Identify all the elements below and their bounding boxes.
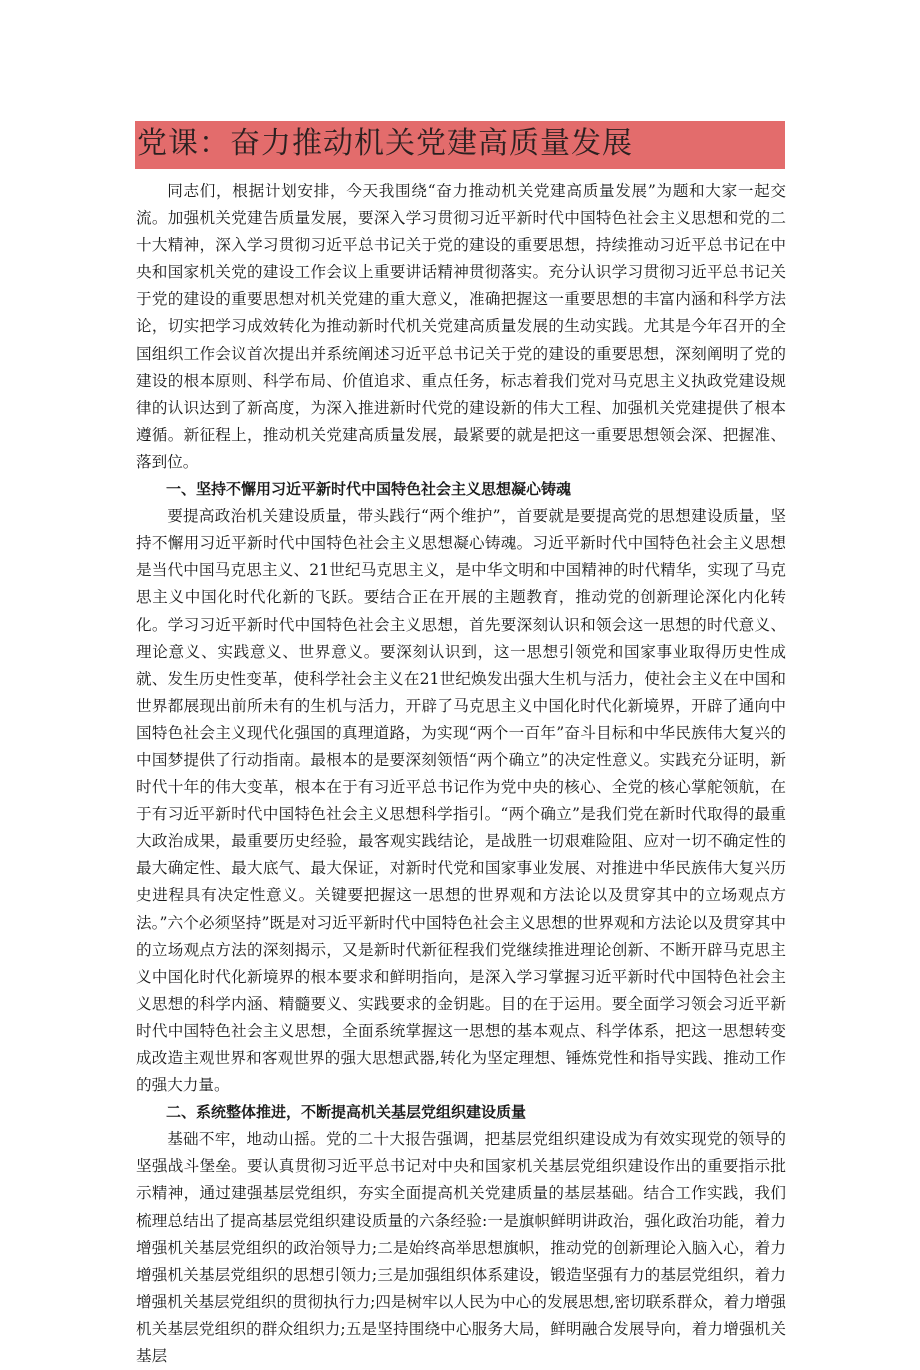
section-heading-1: 一、坚持不懈用习近平新时代中国特色社会主义思想凝心铸魂 (166, 480, 572, 499)
section-heading-2: 二、系统整体推进，不断提高机关基层党组织建设质量 (166, 1103, 527, 1122)
document-body (136, 178, 786, 1370)
section-1-paragraph: 要提高政治机关建设质量，带头践行“两个维护”，首要就是要提高党的思想建设质量，坚持不懈用习近平新时代中国特色社会主义思想凝心铸魂。习近平新时代中国特色社会主义思想是当代中国马克思主义、21世纪马克思主义，是中华文明和中国精神的时代精华，实现了马克思主义中国化时代化新的飞跃。要结合正在开展的主题教育，推动党的创新理论深化内化转化。学习习近平新时代中国特色社会主义思想，首先要深刻认识和领会这一思想的时代意义、理论意义、实践意义、世界意义。要深刻认识到，这一思想引领党和国家事业取得历史性成就、发生历史性变革，使科学社会主义在21世纪焕发出强大生机与活力，使社会主义在中国和世界都展现出前所未有的生机与活力，开辟了马克思主义中国化时代化新境界，开辟了通向中国特色社会主义现代化强国的真理道路，为实现“两个一百年”奋斗目标和中华民族伟大复兴的中国梦提供了行动指南。最根本的是要深刻领悟“两个确立”的决定性意义。实践充分证明，新时代十年的伟大变革，根本在于有习近平总书记作为党中央的核心、全党的核心掌舵领航，在于有习近平新时代中国特色社会主义思想科学指引。“两个确立”是我们党在新时代取得的最重大政治成果，最重要历史经验，最客观实践结论，是战胜一切艰难险阻、应对一切不确定性的最大确定性、最大底气、最大保证，对新时代党和国家事业发展、对推进中华民族伟大复兴历史进程具有决定性意义。关键要把握这一思想的世界观和方法论以及贯穿其中的立场观点方法。”六个必须坚持”既是对习近平新时代中国特色社会主义思想的世界观和方法论以及贯穿其中的立场观点方法的深刻揭示，又是新时代新征程我们党继续推进理论创新、不断开辟马克思主义中国化时代化新境界的根本要求和鲜明指向，是深入学习掌握习近平新时代中国特色社会主义思想的科学内涵、精髓要义、实践要求的金钥匙。目的在于运用。要全面学习领会习近平新时代中国特色社会主义思想，全面系统掌握这一思想的基本观点、科学体系，把这一思想转变成改造主观世界和客观世界的强大思想武器,转化为坚定理想、锤炼党性和指导实践、推动工作的强大力量。 (136, 507, 786, 1095)
title-banner (135, 121, 785, 169)
document-title: 党课：奋力推动机关党建高质量发展 (137, 126, 633, 161)
intro-paragraph: 同志们，根据计划安排，今天我围绕“奋力推动机关党建高质量发展”为题和大家一起交流。加强机关党建告质量发展，要深入学习贯彻习近平新时代中国特色社会主义思想和党的二十大精神，深入学习贯彻习近平总书记关于党的建设的重要思想，持续推动习近平总书记在中央和国家机关党的建设工作会议上重要讲话精神贯彻落实。充分认识学习贯彻习近平总书记关于党的建设的重要思想对机关党建的重大意义，准确把握这一重要思想的丰富内涵和科学方法论，切实把学习成效转化为推动新时代机关党建高质量发展的生动实践。尤其是今年召开的全国组织工作会议首次提出并系统阐述习近平总书记关于党的建设的重要思想，深刻阐明了党的建设的根本原则、科学布局、价值追求、重点任务，标志着我们党对马克思主义执政党建设规律的认识达到了新高度，为深入推进新时代党的建设新的伟大工程、加强机关党建提供了根本遵循。新征程上，推动机关党建高质量发展，最紧要的就是把这一重要思想领会深、把握准、落到位。 (136, 182, 786, 471)
section-2-paragraph: 基础不牢，地动山摇。党的二十大报告强调，把基层党组织建设成为有效实现党的领导的坚强战斗堡垒。要认真贯彻习近平总书记对中央和国家机关基层党组织建设作出的重要指示批示精神，通过建强基层党组织，夯实全面提高机关党建质量的基层基础。结合工作实践，我们梳理总结出了提高基层党组织建设质量的六条经验:一是旗帜鲜明讲政治，强化政治功能，着力增强机关基层党组织的政治领导力;二是始终高举思想旗帜，推动党的创新理论入脑入心，着力增强机关基层党组织的思想引领力;三是加强组织体系建设，锻造坚强有力的基层党组织，着力增强机关基层党组织的贯彻执行力;四是树牢以人民为中心的发展思想,密切联系群众，着力增强机关基层党组织的群众组织力;五是坚持围绕中心服务大局，鲜明融合发展导向，着力增强机关基层 (136, 1130, 786, 1366)
